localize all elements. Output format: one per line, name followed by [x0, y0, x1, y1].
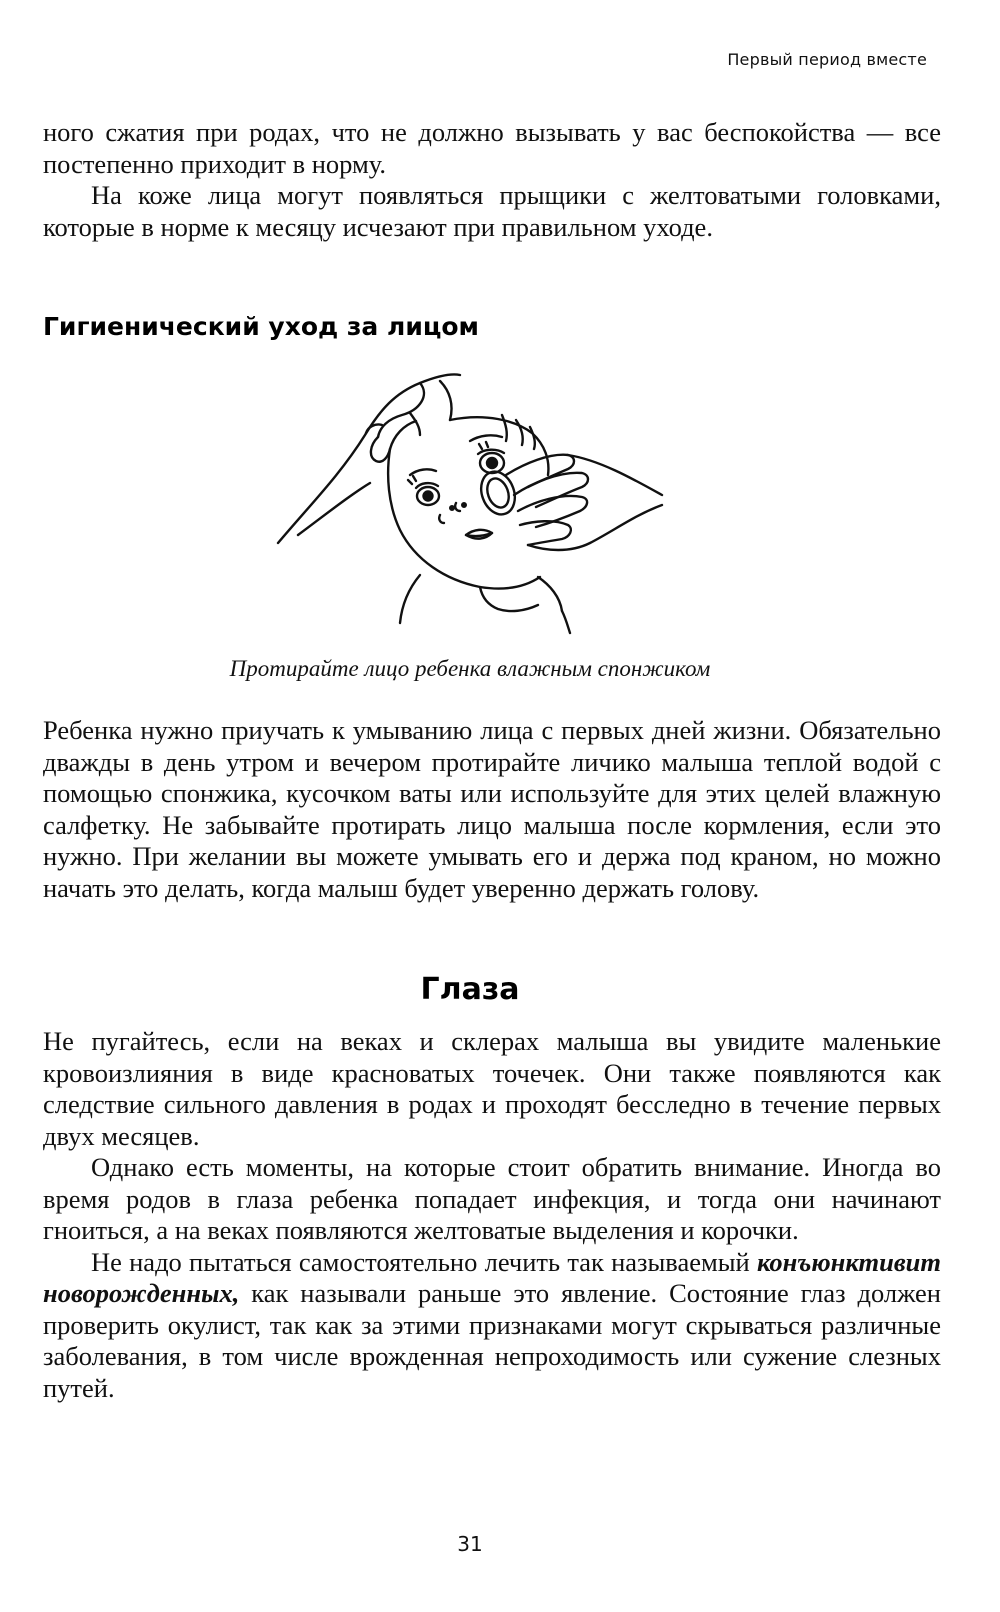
- baby-face-wiping-illustration: [270, 365, 665, 635]
- face-care-text-block: [43, 715, 941, 904]
- section-heading-face-care: Гигиенический уход за лицом: [43, 312, 479, 341]
- illustration-caption: Протирайте лицо ребенка влажным спонжиком: [229, 656, 711, 681]
- eyes-paragraph-3: [43, 1247, 941, 1405]
- eyes-text-block: [43, 1026, 941, 1404]
- running-header: Первый период вместе: [727, 50, 927, 69]
- intro-paragraph-2: На коже лица могут появляться прыщики с желтоватыми головками, которые в норме к месяцу исчезают при правильном уходе.: [43, 180, 941, 242]
- eyes-paragraph-1: Не пугайтесь, если на веках и склерах малыша вы увидите маленькие кровоизлияния в виде красноватых точечек. Они также появляются как следствие сильного давления в родах и проходят бесследно в течение первых двух месяцев.: [43, 1026, 941, 1151]
- eyes-paragraph-3-start: Не надо пытаться самостоятельно лечить так называемый: [91, 1246, 750, 1277]
- face-care-paragraph: Ребенка нужно приучать к умыванию лица с первых дней жизни. Обязательно дважды в день утром и вечером протирайте личико малыша теплой водой с помощью спонжика, кусочком ваты или используйте для этих целей влажную салфетку. Не забывайте протирать лицо малыша после кормления, если это нужно. При желании вы можете умывать его и держа под краном, но можно начать это делать, когда малыш будет уверенно держать голову.: [43, 715, 941, 903]
- page-number: 31: [457, 1532, 483, 1556]
- eyes-paragraph-2: Однако есть моменты, на которые стоит обратить внимание. Иногда во время родов в глаза ребенка попадает инфекция, и тогда они начинают гноиться, а на веках появляются желтоватые выделения и корочки.: [43, 1152, 941, 1245]
- intro-text-block: [43, 117, 941, 243]
- term-neonatal-conjunctivitis: конъюнктивит новорожденных,: [43, 1246, 942, 1308]
- section-heading-eyes: Глаза: [420, 972, 520, 1007]
- intro-paragraph-1: ного сжатия при родах, что не должно вызывать у вас беспокойства — все постепенно приходит в норму.: [43, 117, 941, 179]
- eyes-paragraph-3-end: как называли раньше это явление. Состояние глаз должен проверить окулист, так как за этими признаками могут скрываться различные заболевания, в том числе врожденная непроходимость или сужение слезных путей.: [43, 1278, 941, 1403]
